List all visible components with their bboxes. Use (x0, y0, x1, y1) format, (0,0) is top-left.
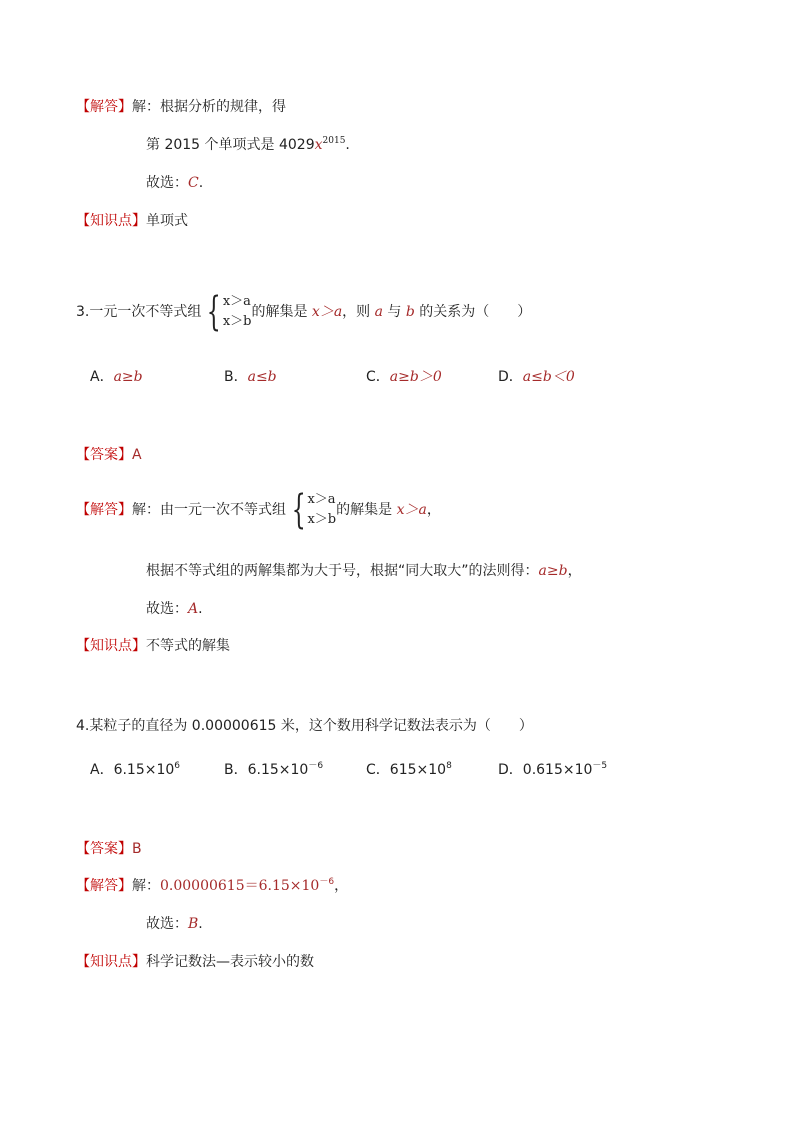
q3-option-c (366, 368, 442, 386)
option-exp: 6 (174, 761, 181, 771)
key-value: B (132, 841, 142, 857)
q4-answer-line (76, 877, 348, 895)
q2-step-line (146, 136, 350, 154)
knowledge-tag: 【知识点】 (76, 213, 146, 229)
choose-end: . (198, 601, 203, 617)
option-exp: －5 (592, 761, 608, 771)
answer-text: 解：由一元一次不等式组 (132, 502, 286, 518)
answer-tag: 【解答】 (76, 502, 132, 518)
q3-step-line (146, 562, 582, 580)
q4-option-b (224, 761, 323, 779)
option-value: a≥b (113, 369, 143, 385)
left-brace-icon: { (207, 289, 222, 335)
answer-text: 解： (132, 878, 160, 894)
option-value: 0.615×10 (522, 762, 593, 778)
left-brace-icon: { (291, 487, 306, 533)
option-exp: 8 (446, 761, 452, 771)
option-value: a≤b＜0 (522, 369, 575, 385)
stem-solution: x＞a (311, 304, 343, 320)
step-var: x (314, 137, 323, 153)
answer-solution: x＞a (396, 502, 427, 518)
step-exp: 2015 (322, 136, 346, 146)
answer-exp: －6 (319, 877, 335, 887)
step-text: 第 2015 个单项式是 4029 (146, 137, 315, 153)
system-row-1: x＞a (222, 294, 251, 309)
q4-key-line (76, 840, 142, 858)
var-a: a (374, 304, 383, 320)
choose-text: 故选： (146, 916, 188, 932)
choose-value: A (188, 601, 199, 617)
inequality-system (201, 289, 252, 335)
q4-option-c (366, 761, 452, 779)
option-label: A． (90, 762, 114, 778)
q2-answer-line (76, 98, 286, 116)
option-label: D． (498, 369, 523, 385)
q4-stem (76, 717, 533, 735)
inequality-system (286, 487, 337, 533)
choose-text: 故选： (146, 175, 188, 191)
q2-choose-line (146, 174, 203, 192)
step-end: ， (567, 563, 582, 579)
option-value: 615×10 (389, 762, 447, 778)
q3-answer-line (76, 487, 441, 533)
stem-text: ，则 (342, 304, 375, 320)
option-value: 6.15×10 (113, 762, 175, 778)
q4-knowledge-line (76, 953, 314, 971)
q3-option-b (224, 368, 277, 386)
step-text: 根据不等式组的两解集都为大于号，根据“同大取大”的法则得： (146, 563, 539, 579)
option-exp: －6 (308, 761, 324, 771)
q3-knowledge-line (76, 637, 230, 655)
answer-text: 解：根据分析的规律，得 (132, 99, 286, 115)
choose-value: B (188, 916, 199, 932)
answer-end: ， (426, 502, 441, 518)
system-row-1: x＞a (307, 492, 336, 507)
knowledge-text: 单项式 (146, 213, 188, 229)
option-value: a≤b (247, 369, 277, 385)
option-label: B． (224, 762, 248, 778)
answer-text: 的解集是 (336, 502, 397, 518)
q4-choose-line (146, 915, 203, 933)
stem-text: 3.一元一次不等式组 (76, 304, 202, 320)
system-row-2: x＞b (222, 314, 252, 329)
answer-tag: 【解答】 (76, 99, 132, 115)
option-label: C． (366, 762, 390, 778)
q3-option-d (498, 368, 575, 386)
stem-text: 的关系为（ ） (414, 304, 532, 320)
option-label: B． (224, 369, 248, 385)
step-end: . (345, 137, 350, 153)
choose-end: . (198, 175, 204, 191)
system-row-2: x＞b (307, 512, 337, 527)
q3-key-line (76, 446, 142, 464)
answer-end: ， (334, 878, 349, 894)
q4-option-a (90, 761, 180, 779)
option-label: D． (498, 762, 523, 778)
choose-value: C (188, 175, 199, 191)
q3-stem (76, 289, 532, 335)
choose-end: . (198, 916, 203, 932)
choose-text: 故选： (146, 601, 188, 617)
q2-knowledge-line (76, 212, 188, 230)
stem-text: 4.某粒子的直径为 0.00000615 米，这个数用科学记数法表示为（ ） (76, 718, 533, 734)
option-value: 6.15×10 (247, 762, 309, 778)
option-label: A． (90, 369, 114, 385)
knowledge-tag: 【知识点】 (76, 954, 146, 970)
option-label: C． (366, 369, 390, 385)
knowledge-tag: 【知识点】 (76, 638, 146, 654)
knowledge-text: 不等式的解集 (146, 638, 230, 654)
stem-text: 的解集是 (251, 304, 312, 320)
key-value: A (132, 447, 142, 463)
stem-text: 与 (382, 304, 406, 320)
answer-tag: 【解答】 (76, 878, 132, 894)
key-tag: 【答案】 (76, 447, 132, 463)
option-value: a≥b＞0 (389, 369, 442, 385)
answer-equation: 0.00000615＝6.15×10 (160, 878, 320, 894)
var-b: b (405, 304, 415, 320)
step-value: a≥b (538, 563, 568, 579)
key-tag: 【答案】 (76, 841, 132, 857)
knowledge-text: 科学记数法—表示较小的数 (146, 954, 314, 970)
q3-choose-line (146, 600, 203, 618)
q4-option-d (498, 761, 607, 779)
q3-option-a (90, 368, 143, 386)
